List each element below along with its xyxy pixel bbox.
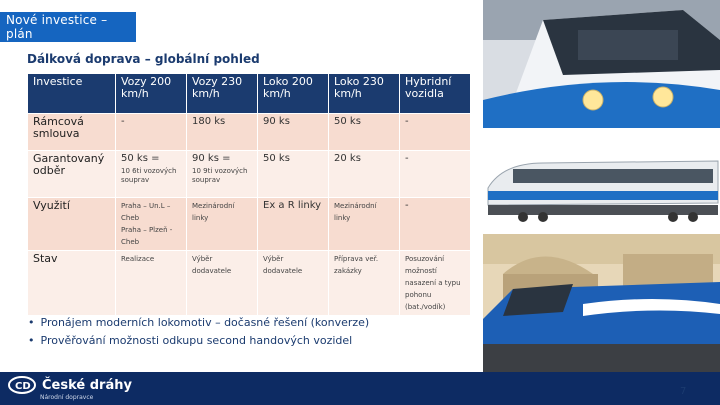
slide-subtitle: Dálková doprava – globální pohled	[27, 52, 260, 66]
cell-note: Realizace	[121, 255, 155, 263]
cell-value: 90 ks =	[192, 153, 231, 164]
table-cell	[258, 198, 329, 251]
bullet-item: • Pronájem moderních lokomotiv – dočasné řešení (konverze)	[28, 314, 369, 332]
table-cell	[329, 151, 400, 198]
cell-value: 180 ks	[192, 116, 226, 127]
svg-text:CD: CD	[15, 381, 31, 392]
footer-bar	[0, 372, 720, 405]
table-cell	[187, 251, 258, 316]
row-label: Garantovaný odběr	[28, 151, 116, 198]
cell-note: Výběr dodavatele	[263, 255, 303, 275]
column-header: Loko 230 km/h	[329, 74, 400, 114]
brand-tagline: Národní dopravce	[40, 394, 94, 401]
cell-value: 50 ks =	[121, 153, 160, 164]
column-header: Investice	[28, 74, 116, 114]
column-header: Loko 200 km/h	[258, 74, 329, 114]
cell-note: Příprava veř. zakázky	[334, 255, 379, 275]
table-row	[28, 198, 471, 251]
page-number: 7	[680, 386, 687, 397]
cell-value: 50 ks	[263, 153, 290, 164]
row-label: Využití	[28, 198, 116, 251]
table-cell	[400, 198, 471, 251]
table-header-row	[28, 74, 471, 114]
investment-table	[27, 73, 471, 316]
column-header: Vozy 230 km/h	[187, 74, 258, 114]
cd-logo	[8, 376, 132, 394]
slide-title: Nové investice – plán	[0, 12, 136, 42]
cell-note: Mezinárodní linky	[334, 202, 377, 222]
train-front-photo	[483, 0, 720, 128]
table-cell	[258, 251, 329, 316]
cell-note: 10 6ti vozových souprav	[121, 167, 177, 184]
column-header: Hybridní vozidla	[400, 74, 471, 114]
table-cell	[329, 114, 400, 151]
locomotive-photo	[483, 234, 720, 372]
brand-name: České dráhy	[42, 377, 132, 393]
table-cell	[116, 198, 187, 251]
cell-note: Posuzování možností nasazení a typu pohonu (bat./vodík)	[405, 255, 461, 311]
column-header: Vozy 200 km/h	[116, 74, 187, 114]
cell-value: 20 ks	[334, 153, 361, 164]
photo-column	[483, 0, 720, 372]
table-cell	[258, 114, 329, 151]
table-cell	[187, 114, 258, 151]
table-cell	[258, 151, 329, 198]
table-cell	[116, 151, 187, 198]
cell-note: Praha – Un.L – Cheb Praha – Plzeň - Cheb	[121, 202, 173, 246]
table-cell	[329, 251, 400, 316]
table-cell	[400, 114, 471, 151]
table-cell	[400, 251, 471, 316]
table-cell	[116, 251, 187, 316]
cd-logo-icon	[8, 376, 36, 394]
table-cell	[187, 198, 258, 251]
table-row	[28, 251, 471, 316]
table-cell	[187, 151, 258, 198]
railcar-photo	[483, 133, 720, 229]
bullet-list	[28, 314, 369, 350]
table-cell	[329, 198, 400, 251]
cell-value: -	[121, 116, 125, 127]
bullet-item: • Prověřování možnosti odkupu second handových vozidel	[28, 332, 369, 350]
row-label: Rámcová smlouva	[28, 114, 116, 151]
table-row	[28, 151, 471, 198]
cell-value: Ex a R linky	[263, 200, 322, 211]
cell-value: -	[405, 153, 409, 164]
table-cell	[116, 114, 187, 151]
table-cell	[400, 151, 471, 198]
cell-note: Výběr dodavatele	[192, 255, 232, 275]
cell-value: -	[405, 200, 409, 211]
cell-note: Mezinárodní linky	[192, 202, 235, 222]
cell-note: 10 9ti vozových souprav	[192, 167, 248, 184]
cell-value: 90 ks	[263, 116, 290, 127]
cell-value: -	[405, 116, 409, 127]
row-label: Stav	[28, 251, 116, 316]
table-row	[28, 114, 471, 151]
cell-value: 50 ks	[334, 116, 361, 127]
